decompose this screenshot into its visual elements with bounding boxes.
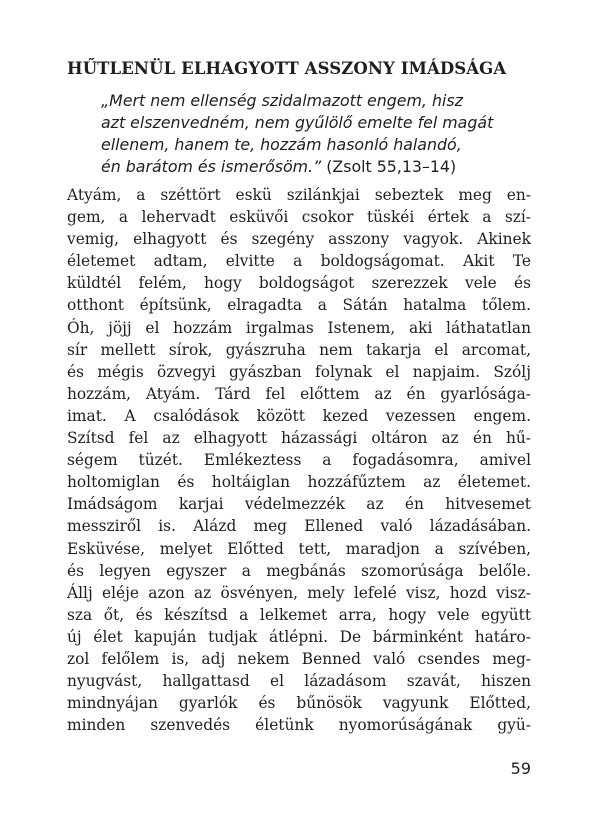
text-line: új élet kapuján tudjak átlépni. De bárminként határo-	[67, 627, 531, 646]
text-line: Esküvése, melyet Előtted tett, maradjon a szívében,	[67, 539, 531, 558]
text-line: Imádságom karjai védelmezzék az én hitvesemet	[67, 495, 531, 514]
prayer-text	[67, 184, 531, 736]
epigraph-line: én barátom és ismerősöm.”	[101, 157, 322, 176]
text-line: és mégis özvegyi gyászban folynak el napjaim. Szólj	[67, 362, 531, 381]
text-line: ségem tüzét. Emlékeztess a fogadásomra, amivel	[67, 451, 531, 470]
text-line: Óh, jöjj el hozzám irgalmas Istenem, aki láthatatlan	[67, 318, 531, 337]
epigraph-last-line	[101, 156, 541, 178]
epigraph-line: „Mert nem ellenség szidalmazott engem, hisz	[101, 91, 463, 110]
text-line: otthont építsünk, elragadta a Sátán hatalma tőlem.	[67, 296, 531, 315]
epigraph	[101, 90, 541, 178]
text-line: zol felőlem is, adj nekem Benned való csendes meg-	[67, 649, 531, 668]
text-line: nyugvást, hallgattasd el lázadásom szavát, hiszen	[67, 672, 531, 691]
text-line: vemig, elhagyott és szegény asszony vagyok. Akinek	[67, 230, 531, 249]
text-line: imat. A csalódások között kezed vezessen engem.	[67, 406, 531, 425]
page-number: 59	[510, 759, 531, 778]
epigraph-line: ellenem, hanem te, hozzám hasonló halandó,	[101, 135, 462, 154]
text-line: minden szenvedés életünk nyomorúságának gyü-	[67, 716, 531, 735]
text-line: és legyen egyszer a megbánás szomorúsága belőle.	[67, 561, 531, 580]
text-line: Szítsd fel az elhagyott házassági oltáron az én hű-	[67, 429, 531, 448]
text-line: életemet adtam, elvitte a boldogságomat. Akit Te	[67, 252, 531, 271]
text-line: sza őt, és készítsd a lelkemet arra, hogy vele együtt	[67, 605, 531, 624]
epigraph-line: azt elszenvedném, nem gyűlölő emelte fel magát	[101, 113, 494, 132]
page-title: HŰTLENÜL ELHAGYOTT ASSZONY IMÁDSÁGA	[67, 59, 507, 78]
text-line: holtomiglan és holtáiglan hozzáfűztem az életemet.	[67, 473, 531, 492]
text-line: messziről is. Alázd meg Ellened való lázadásában.	[67, 517, 531, 536]
text-line: küldtél felém, hogy boldogságot szerezzek vele és	[67, 274, 531, 293]
text-line: hozzám, Atyám. Tárd fel előttem az én gyarlósága-	[67, 384, 531, 403]
epigraph-reference: (Zsolt 55,13–14)	[321, 157, 457, 176]
text-line: Állj eléje azon az ösvényen, mely lefelé visz, hozd visz-	[67, 583, 531, 602]
text-line: Atyám, a széttört eskü szilánkjai sebeztek meg en-	[67, 186, 531, 204]
text-line: sír mellett sírok, gyászruha nem takarja el arcomat,	[67, 340, 531, 359]
text-line: mindnyájan gyarlók és bűnösök vagyunk Előtted,	[67, 694, 531, 713]
text-line: gem, a lehervadt esküvői csokor tüskéi értek a szí-	[67, 208, 531, 227]
